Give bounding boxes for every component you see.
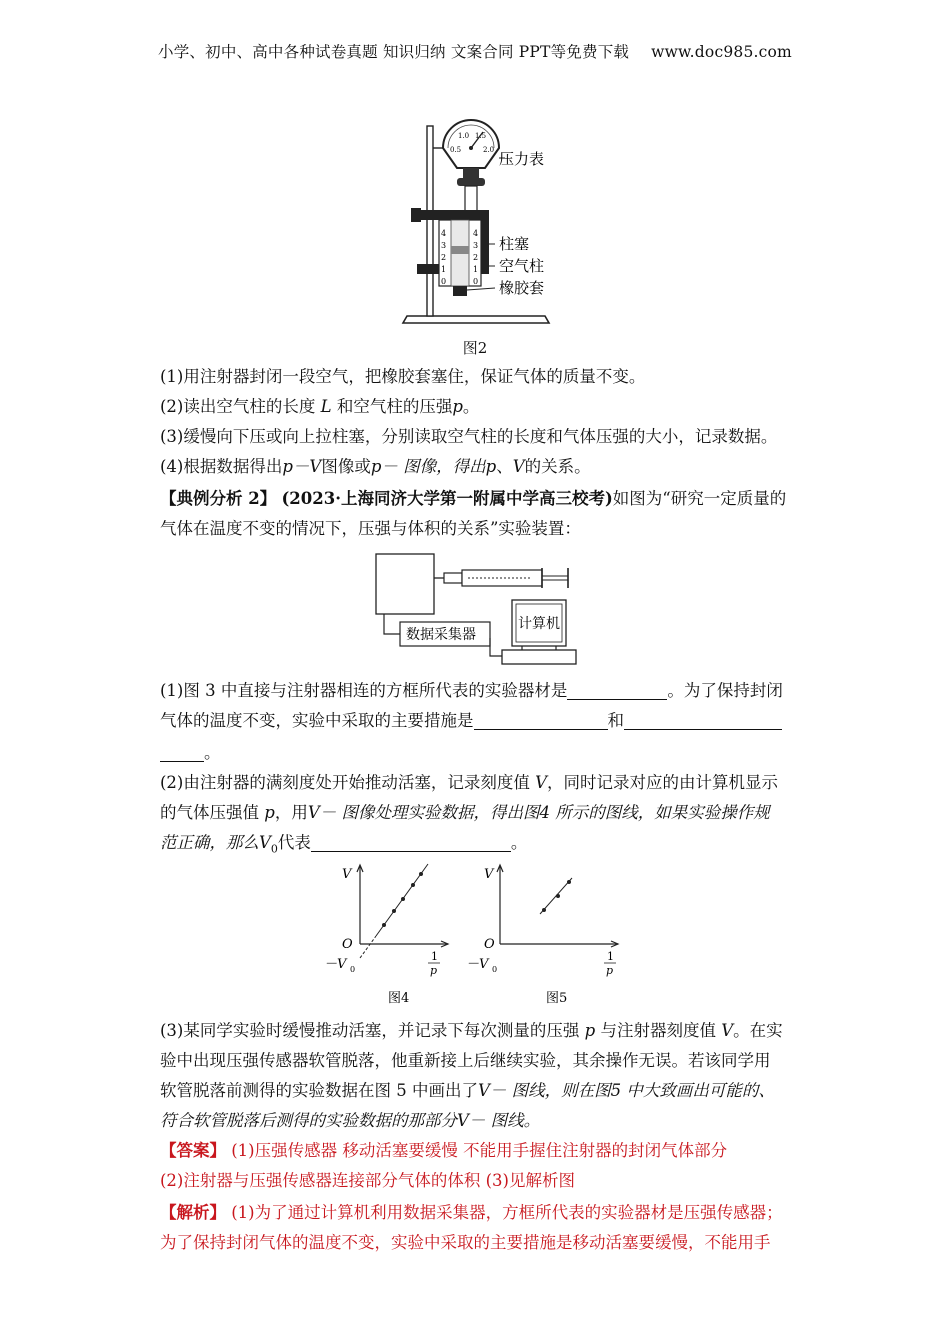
step-1: (1)用注射器封闭一段空气，把橡胶套塞住，保证气体的质量不变。: [160, 367, 646, 386]
q2-blank[interactable]: [311, 833, 511, 852]
q2-text-a: (2)由注射器的满刻度处开始推动活塞，记录刻度值: [160, 773, 530, 792]
step-4-f: 、: [496, 457, 513, 476]
fig4-point: [401, 897, 405, 901]
answer-line-1: [160, 1136, 796, 1166]
fig5-point: [567, 880, 571, 884]
scale-left-1: 1: [441, 265, 447, 274]
label-plunger: 柱塞: [499, 235, 530, 253]
header-url: www.doc985.com: [651, 43, 792, 61]
fig5-origin: O: [484, 937, 495, 952]
q2-text-b: ，同时记录对应的由计算机显示: [547, 773, 779, 792]
scale-left-2: 2: [441, 253, 447, 262]
scale-right-4: 4: [473, 229, 479, 238]
page-header: [0, 40, 950, 62]
step-4-e: p: [485, 457, 497, 476]
step-3: (3)缓慢向下压或向上拉柱塞，分别读取空气柱的长度和气体压强的大小，记录数据。: [160, 427, 778, 446]
label-pressure-gauge: 压力表: [499, 150, 545, 168]
q1-blank-2[interactable]: [474, 711, 608, 730]
fig5-x-num: 1: [607, 950, 614, 963]
question-3-line-2: 验中出现压强传感器软管脱落，他重新接上后继续实验，其余操作无误。若该同学用: [160, 1051, 771, 1070]
fig4-axis-v: V: [342, 867, 352, 882]
step-2-text: (2)读出空气柱的长度: [160, 397, 316, 416]
fig5-neg-v0-sub: 0: [492, 965, 498, 974]
fig4-neg-v0: －V: [324, 957, 347, 972]
fig4-point: [419, 872, 423, 876]
q1-text-e: 。: [204, 743, 221, 762]
q2-text-e: V－ 图像处理实验数据，得出图4 所示的图线，如果实验操作规: [307, 803, 770, 822]
header-left: 小学、初中、高中各种试卷真题 知识归纳 文案合同 PPT等免费下载: [158, 43, 630, 61]
figures-4-5-graphs: [320, 862, 640, 1012]
q1-text-c: 气体的温度不变，实验中采取的主要措施是: [160, 711, 474, 730]
analysis-line-2: 为了保持封闭气体的温度不变，实验中采取的主要措施是移动活塞要缓慢，不能用手: [160, 1233, 771, 1252]
gauge-tick-10: 1.0: [458, 132, 470, 140]
q2-text-h: 。: [510, 833, 528, 852]
step-2-end: 。: [462, 397, 480, 416]
step-2-mid: 和空气柱的压强: [336, 397, 453, 416]
figure-2-apparatus: [395, 118, 595, 328]
scale-left-3: 3: [441, 241, 447, 250]
q2-p: p: [264, 803, 275, 822]
question-1-line-2: [160, 706, 796, 736]
q2-text-c: 的气体压强值: [160, 803, 259, 822]
q3-p: p: [584, 1021, 596, 1040]
fig5-axis-v: V: [484, 867, 494, 882]
q3-text-l3a: 软管脱落前测得的实验数据在图 5 中画出了: [160, 1081, 478, 1100]
figure-3-apparatus: [372, 548, 582, 670]
step-2: [160, 392, 796, 422]
scale-left-4: 4: [441, 229, 447, 238]
example-source: (2023·上海同济大学第一附属中学高三校考): [281, 489, 613, 508]
step-4-h: 的关系。: [524, 457, 591, 476]
apparatus-collector-label: 数据采集器: [406, 627, 476, 643]
scale-right-1: 1: [473, 265, 479, 274]
label-air-column: 空气柱: [499, 257, 545, 275]
q2-V0-sub: 0: [270, 842, 278, 856]
q1-text-a: (1)图 3 中直接与注射器相连的方框所代表的实验器材是: [160, 681, 568, 700]
q2-V0: V: [259, 833, 271, 852]
scale-right-2: 2: [473, 253, 479, 262]
step-2-p: p: [452, 397, 463, 416]
fig4-caption: 图4: [388, 991, 410, 1006]
q3-text-l3b: V－ 图线，则在图5 中大致画出可能的、: [478, 1081, 775, 1100]
question-2-line-1: [160, 768, 796, 798]
example-intro: [160, 484, 796, 514]
step-4: [160, 452, 796, 482]
step-4-text: (4)根据数据得出: [160, 457, 283, 476]
fig4-extrapolation-dashed: [360, 936, 376, 958]
step-4-c: p－: [370, 457, 398, 476]
step-4-pv: p－V: [282, 457, 322, 476]
gauge-tick-20: 2.0: [483, 146, 495, 154]
fig4-x-den: p: [430, 964, 438, 977]
q3-text-c: 。在实: [733, 1021, 783, 1040]
q2-text-f: 范正确，那么: [160, 833, 259, 852]
fig4-point: [411, 883, 415, 887]
question-3-line-3: [160, 1076, 796, 1106]
example-text-1: 如图为“研究一定质量的: [612, 489, 787, 508]
scale-right-3: 3: [473, 241, 479, 250]
question-3-line-4: 符合软管脱落后测得的实验数据的那部分V－ 图线。: [160, 1111, 541, 1130]
fig4-point: [382, 923, 386, 927]
q2-text-g: 代表: [277, 833, 311, 852]
question-2-line-2: [160, 798, 796, 828]
q1-blank-3[interactable]: [624, 711, 782, 730]
question-3-line-1: [160, 1016, 796, 1046]
q3-text-a: (3)某同学实验时缓慢推动活塞，并记录下每次测量的压强: [160, 1021, 580, 1040]
apparatus-computer-label: 计算机: [518, 616, 560, 632]
pressure-gauge-icon: [443, 120, 499, 168]
answer-text-1: (1)压强传感器 移动活塞要缓慢 不能用手握住注射器的封闭气体部分: [231, 1141, 728, 1160]
fig5-point: [556, 894, 560, 898]
fig4-point: [392, 909, 396, 913]
q2-text-d: ，用: [274, 803, 308, 822]
fig5-point: [542, 908, 546, 912]
fig5-neg-v0: －V: [466, 957, 489, 972]
step-4-b: 图像或: [321, 457, 371, 476]
question-1-line-1: [160, 676, 796, 706]
answer-line-2: (2)注射器与压强传感器连接部分气体的体积 (3)见解析图: [160, 1171, 575, 1190]
q1-blank-3-cont[interactable]: [160, 743, 204, 762]
q3-text-b: 与注射器刻度值: [600, 1021, 716, 1040]
scale-right-0: 0: [473, 277, 479, 286]
fig4-origin: O: [342, 937, 353, 952]
analysis-tag: 【解析】: [160, 1203, 226, 1222]
answer-tag: 【答案】: [160, 1141, 226, 1160]
fig4-neg-v0-sub: 0: [350, 965, 356, 974]
scale-left-0: 0: [441, 277, 447, 286]
step-4-d: 图像，得出: [397, 457, 486, 476]
analysis-text-1: (1)为了通过计算机利用数据采集器，方框所代表的实验器材是压强传感器；: [231, 1203, 783, 1222]
q1-text-d: 和: [607, 711, 624, 730]
gauge-tick-15: 1.5: [475, 132, 487, 140]
q3-V: V: [721, 1021, 734, 1040]
fig5-caption: 图5: [546, 991, 568, 1006]
fig5-x-den: p: [606, 964, 614, 977]
step-2-L: L: [320, 397, 332, 416]
question-2-line-3: [160, 828, 796, 864]
step-4-g: V: [512, 457, 525, 476]
analysis-line-1: [160, 1198, 796, 1228]
example-tag: 【典例分析 2】: [160, 489, 277, 508]
gauge-tick-05: 0.5: [450, 146, 462, 154]
syringe-icon: [444, 568, 568, 588]
q2-V: V: [535, 773, 548, 792]
q1-text-b: 。为了保持封闭: [667, 681, 783, 700]
question-1-line-3: [160, 738, 796, 768]
fig4-x-num: 1: [431, 950, 438, 963]
q1-blank-1[interactable]: [567, 681, 667, 700]
example-text-2: 气体在温度不变的情况下，压强与体积的关系”实验装置：: [160, 519, 581, 538]
label-rubber-cap: 橡胶套: [499, 279, 545, 297]
figure-2-caption: 图2: [462, 339, 488, 357]
